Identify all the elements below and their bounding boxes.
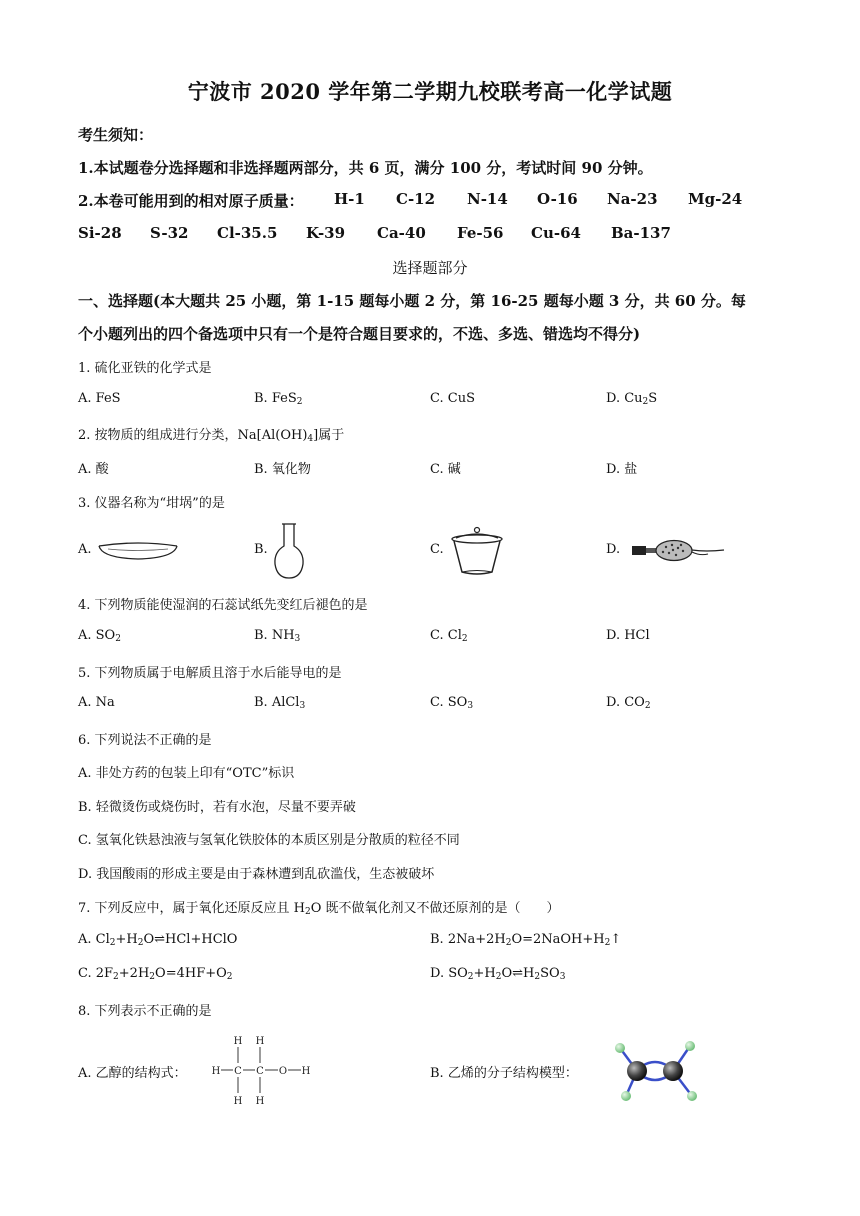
- mass-h: H-1: [334, 190, 365, 208]
- q4-option-d: D. HCl: [606, 628, 650, 643]
- q7-option-d: D. $SO_2+H_2O\rightleftharpoons H_2SO_3$: [430, 966, 566, 982]
- mass-cl: Cl-35.5: [217, 224, 278, 242]
- mass-si: Si-28: [78, 224, 122, 242]
- q5-option-d: D. $CO_2$: [606, 695, 651, 711]
- mass-ca: Ca-40: [377, 224, 426, 242]
- q1-option-b: B. FeS$_2$: [254, 391, 303, 407]
- q6-option-d: D. 我国酸雨的形成主要是由于森林遭到乱砍滥伐，生态被破坏: [78, 867, 435, 882]
- mass-n: N-14: [467, 190, 508, 208]
- q3-option-a: A.: [78, 542, 92, 557]
- q1-option-a: A. FeS: [78, 391, 121, 406]
- q2-option-c: C. 碱: [430, 462, 461, 477]
- notice-item-2-label: 2.本卷可能用到的相对原子质量：: [78, 192, 304, 210]
- round-flask-icon: [272, 522, 306, 580]
- q8-stem: 8. 下列表示不正确的是: [78, 1004, 212, 1019]
- notice-heading: 考生须知：: [78, 126, 154, 144]
- part1-instructions-1: 一、选择题(本大题共 25 小题，第 1-15 题每小题 2 分，第 16-25 题每小题 3 分，共 60 分。每: [78, 292, 746, 310]
- notice-item-1: 1.本试题卷分选择题和非选择题两部分，共 6 页，满分 100 分，考试时间 90 分钟。: [78, 159, 653, 177]
- mass-ba: Ba-137: [611, 224, 671, 242]
- q4-option-c: C. $Cl_2$: [430, 628, 468, 644]
- evaporating-dish-icon: [96, 538, 180, 562]
- mass-k: K-39: [306, 224, 346, 242]
- q2-option-a: A. 酸: [78, 462, 109, 477]
- q8-option-a: A. 乙醇的结构式：: [78, 1066, 187, 1081]
- q3-stem: 3. 仪器名称为“坩埚”的是: [78, 496, 225, 511]
- formula-h-top-1: H: [233, 1036, 243, 1047]
- q3-option-b: B.: [254, 542, 268, 557]
- formula-h-left: H: [211, 1066, 221, 1077]
- q6-option-c: C. 氢氧化铁悬浊液与氢氧化铁胶体的本质区别是分散质的粒径不同: [78, 833, 460, 848]
- formula-h-right: H: [301, 1066, 311, 1077]
- q8-option-b: B. 乙烯的分子结构模型：: [430, 1066, 578, 1081]
- formula-c-2: C: [256, 1066, 264, 1077]
- ethylene-model-icon: [606, 1036, 706, 1106]
- mass-fe: Fe-56: [457, 224, 504, 242]
- formula-h-bottom-2: H: [255, 1096, 265, 1106]
- page-title: 宁波市 2020 学年第二学期九校联考高一化学试题: [187, 79, 673, 104]
- mass-mg: Mg-24: [688, 190, 743, 208]
- mass-na: Na-23: [607, 190, 658, 208]
- q4-option-b: B. $NH_3$: [254, 628, 301, 644]
- q1-stem: 1. 硫化亚铁的化学式是: [78, 361, 212, 376]
- mass-s: S-32: [150, 224, 189, 242]
- mass-cu: Cu-64: [531, 224, 581, 242]
- q2-option-b: B. 氧化物: [254, 462, 311, 477]
- formula-h-bottom-1: H: [233, 1096, 243, 1106]
- formula-h-top-2: H: [255, 1036, 265, 1047]
- q5-stem: 5. 下列物质属于电解质且溶于水后能导电的是: [78, 666, 342, 681]
- q5-option-b: B. AlCl$_3$: [254, 695, 306, 711]
- dropper-bulb-icon: [628, 536, 728, 566]
- q1-option-d: D. $Cu_2S$: [606, 391, 658, 407]
- mass-o: O-16: [537, 190, 578, 208]
- q7-stem: 7. 下列反应中，属于氧化还原反应且 $H_2O$ 既不做氧化剂又不做还原剂的是（ ）: [78, 901, 560, 917]
- q3-option-d: D.: [606, 542, 621, 557]
- q7-option-b: B. $2Na+2H_2O=2NaOH+H_2↑$: [430, 932, 622, 948]
- mass-c: C-12: [396, 190, 436, 208]
- q5-option-c: C. $SO_3$: [430, 695, 474, 711]
- q4-stem: 4. 下列物质能使湿润的石蕊试纸先变红后褪色的是: [78, 598, 368, 613]
- q3-option-c: C.: [430, 542, 444, 557]
- q6-option-a: A. 非处方药的包装上印有“OTC”标识: [78, 766, 295, 781]
- q1-option-c: C. CuS: [430, 391, 475, 406]
- section-title: 选择题部分: [392, 259, 468, 277]
- formula-c-1: C: [234, 1066, 242, 1077]
- crucible-icon: [448, 526, 506, 578]
- q5-option-a: A. Na: [78, 695, 115, 710]
- q4-option-a: A. $SO_2$: [78, 628, 121, 644]
- ethanol-structural-formula: [208, 1034, 318, 1106]
- part1-instructions-2: 个小题列出的四个备选项中只有一个是符合题目要求的，不选、多选、错选均不得分): [78, 325, 641, 343]
- q7-option-a: A. $Cl_2+H_2O\rightleftharpoons HCl+HClO$: [78, 932, 238, 948]
- q7-option-c: C. $2F_2+2H_2O=4HF+O_2$: [78, 966, 233, 982]
- formula-o: O: [278, 1066, 288, 1077]
- q2-option-d: D. 盐: [606, 462, 638, 477]
- q6-option-b: B. 轻微烫伤或烧伤时，若有水泡，尽量不要弄破: [78, 800, 356, 815]
- q6-stem: 6. 下列说法不正确的是: [78, 733, 212, 748]
- q2-stem: 2. 按物质的组成进行分类，$Na[Al(OH)_4]$属于: [78, 428, 345, 444]
